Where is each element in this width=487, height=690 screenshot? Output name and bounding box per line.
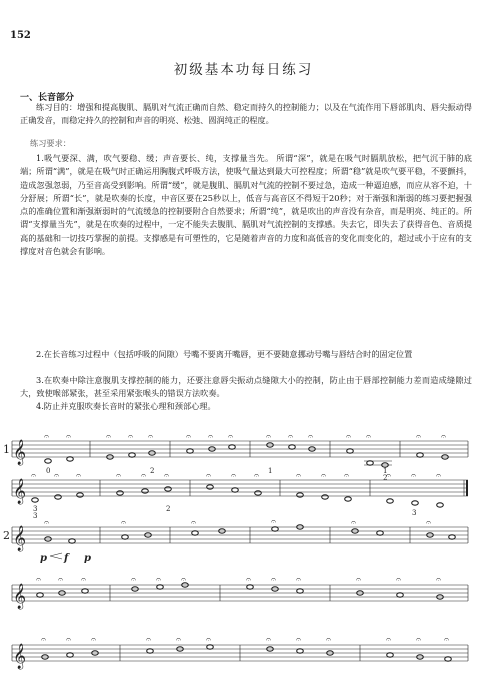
svg-text:𝄐: 𝄐: [386, 471, 392, 481]
fermatas-staff-2: [31, 471, 441, 481]
svg-text:𝄐: 𝄐: [81, 575, 87, 585]
dynamic-mark: p: [84, 553, 91, 564]
svg-text:𝄐: 𝄐: [44, 435, 50, 442]
svg-text:𝄐: 𝄐: [231, 471, 237, 481]
svg-text:𝄐: 𝄐: [266, 635, 272, 645]
svg-text:𝄐: 𝄐: [356, 575, 362, 585]
staff-3: [12, 527, 468, 543]
fingering: 3: [33, 512, 38, 520]
svg-text:𝄐: 𝄐: [206, 471, 212, 481]
svg-text:𝄐: 𝄐: [416, 635, 422, 645]
svg-text:𝄐: 𝄐: [41, 635, 47, 645]
svg-text:𝄐: 𝄐: [186, 435, 192, 442]
svg-text:𝄐: 𝄐: [296, 471, 302, 481]
fingering: 2: [383, 474, 388, 482]
requirement-item-1: 1.吸气要深、满，吹气要稳、缓；声音要长、纯，支撑量当先。 所谓“深”，就是在吸气时膈肌放松，把气沉于肺的底端；所谓“满”，就是在吸气时正确运用胸腹式呼吸方法，使吸气量达到最大可控程度；所谓“稳”就是吹气要平稳，不要颤抖，造成忽强忽弱，乃至音高受到影响。所谓“缓”，就是腹肌、膈肌对气流的控制不要过急，造成一种逼迫感，而应从容不迫，十分舒展；所谓“长”，就是吹奏的长度，中音区要在25秒以上，低音与高音区不得短于20秒；对于渐强和渐弱的练习要把握强点的准确位置和渐强渐弱时的气流缓急的控制要附合自然要求；所谓“纯”，就是吹出的声音没有杂音，而是明亮、纯正的。所谓“支撑量当先”，就是在吹奏的过程中，一定不能失去腹肌、膈肌对气流控制的支撑感。失去它，即失去了获得音色、音质提高的基础和一切技巧掌握的前提。支撑感是有可塑性的，它是随着声音的力度和高低音的变化而变化的，超过或小于应有的支撑度对音色就会有影响。: [20, 153, 472, 257]
svg-text:𝄐: 𝄐: [131, 575, 137, 585]
treble-clef-icon: 𝄞: [13, 644, 27, 669]
svg-text:𝄐: 𝄐: [308, 435, 314, 442]
fingering: 2: [166, 505, 171, 513]
svg-text:𝄐: 𝄐: [156, 575, 162, 585]
svg-text:𝄐: 𝄐: [271, 517, 277, 527]
staff-2: [12, 480, 468, 496]
svg-text:𝄐: 𝄐: [228, 435, 234, 442]
fermatas-staff-3: [44, 517, 431, 528]
section-heading: 一、长音部分: [20, 93, 75, 103]
svg-text:𝄐: 𝄐: [116, 471, 122, 481]
svg-text:𝄐: 𝄐: [246, 575, 252, 585]
dynamic-mark: f: [64, 553, 69, 564]
fingering: 0: [46, 467, 51, 475]
svg-text:𝄐: 𝄐: [76, 471, 82, 481]
treble-clef-icon: 𝄞: [13, 479, 27, 504]
svg-text:𝄐: 𝄐: [346, 435, 352, 442]
dynamics: [40, 553, 91, 564]
svg-text:𝄐: 𝄐: [426, 518, 432, 528]
svg-text:𝄐: 𝄐: [58, 575, 64, 585]
treble-clef-icon: 𝄞: [13, 440, 27, 465]
svg-text:𝄐: 𝄐: [54, 471, 60, 481]
svg-text:𝄐: 𝄐: [176, 635, 182, 645]
fingering: 1: [383, 467, 388, 475]
svg-text:𝄐: 𝄐: [208, 435, 214, 442]
svg-text:𝄐: 𝄐: [396, 575, 402, 585]
svg-text:𝄐: 𝄐: [106, 435, 112, 442]
svg-text:𝄐: 𝄐: [181, 575, 187, 585]
fermatas-staff-5: [41, 635, 449, 645]
requirement-item-2: 2.在长音练习过程中（包括呼吸的间隙）号嘴不要离开嘴唇，更不要随意挪动号嘴与唇结合时的固定位置: [36, 349, 413, 359]
svg-text:𝄐: 𝄐: [191, 518, 197, 528]
svg-text:𝄐: 𝄐: [206, 635, 212, 645]
staff-5: [12, 645, 468, 661]
requirements-heading: 练习要求：: [30, 138, 71, 148]
staff-1: [12, 441, 468, 457]
notes-staff-1: [45, 443, 449, 467]
svg-text:𝄐: 𝄐: [66, 435, 72, 442]
dynamic-mark: p: [40, 553, 47, 564]
svg-text:𝄐: 𝄐: [326, 635, 332, 645]
svg-text:𝄐: 𝄐: [91, 635, 97, 645]
svg-text:𝄐: 𝄐: [386, 635, 392, 645]
requirement-item-4: 4.防止并克服吹奏长音时的紧张心理和颈部心理。: [36, 401, 216, 411]
practice-purpose: 练习目的：增强和提高腹肌、膈肌对气流正确而自然、稳定而持久的控制能力；以及在气流作用下唇部肌肉、唇尖振动得正确发音，而稳定持久的控制和声音的明亮、松弛、圆润纯正的程度。: [20, 102, 472, 126]
fingering: 1: [268, 467, 273, 475]
svg-text:𝄐: 𝄐: [266, 435, 272, 442]
fingering: 3: [33, 505, 38, 513]
exercise-number-1: 1: [3, 443, 10, 456]
svg-text:𝄐: 𝄐: [366, 435, 372, 442]
svg-text:𝄐: 𝄐: [296, 635, 302, 645]
fingering: 2: [150, 467, 155, 475]
music-score: [0, 435, 487, 690]
svg-text:𝄐: 𝄐: [321, 471, 327, 481]
treble-clef-icon: 𝄞: [13, 526, 27, 551]
svg-text:𝄐: 𝄐: [31, 471, 37, 481]
svg-text:𝄐: 𝄐: [288, 435, 294, 442]
svg-text:𝄐: 𝄐: [121, 518, 127, 528]
exercise-number-2: 2: [3, 529, 10, 542]
fermatas-staff-4: [36, 575, 441, 585]
svg-text:𝄐: 𝄐: [436, 471, 442, 481]
svg-text:𝄐: 𝄐: [351, 518, 357, 528]
svg-text:𝄐: 𝄐: [441, 435, 447, 442]
fingering: 3: [412, 509, 417, 517]
svg-text:𝄐: 𝄐: [164, 471, 170, 481]
svg-text:𝄐: 𝄐: [416, 435, 422, 442]
svg-text:𝄐: 𝄐: [36, 575, 42, 585]
crescendo-hairpin: [50, 553, 62, 559]
svg-text:𝄐: 𝄐: [271, 575, 277, 585]
svg-text:𝄐: 𝄐: [344, 471, 350, 481]
svg-text:𝄐: 𝄐: [66, 635, 72, 645]
svg-text:𝄐: 𝄐: [141, 471, 147, 481]
svg-text:𝄐: 𝄐: [148, 435, 154, 442]
treble-clef-icon: 𝄞: [13, 584, 27, 609]
svg-text:𝄐: 𝄐: [128, 435, 134, 442]
svg-text:𝄐: 𝄐: [436, 575, 442, 585]
svg-text:𝄐: 𝄐: [296, 575, 302, 585]
page-title: 初级基本功每日练习: [173, 62, 314, 78]
page-number: 152: [10, 30, 31, 41]
svg-text:𝄐: 𝄐: [411, 471, 417, 481]
svg-text:𝄐: 𝄐: [44, 518, 50, 528]
requirement-item-3: 3.在吹奏中除注意腹肌支撑控制的能力，还要注意唇尖振动点缝隙大小的控制，防止由于唇部控制能力差而造成缝隙过大，致使喉部紧张，甚至采用紧张喉头的错误方法吹奏。: [20, 375, 472, 399]
score-svg: [0, 435, 487, 690]
svg-text:𝄐: 𝄐: [254, 471, 260, 481]
svg-text:𝄐: 𝄐: [146, 635, 152, 645]
svg-text:𝄐: 𝄐: [444, 635, 450, 645]
